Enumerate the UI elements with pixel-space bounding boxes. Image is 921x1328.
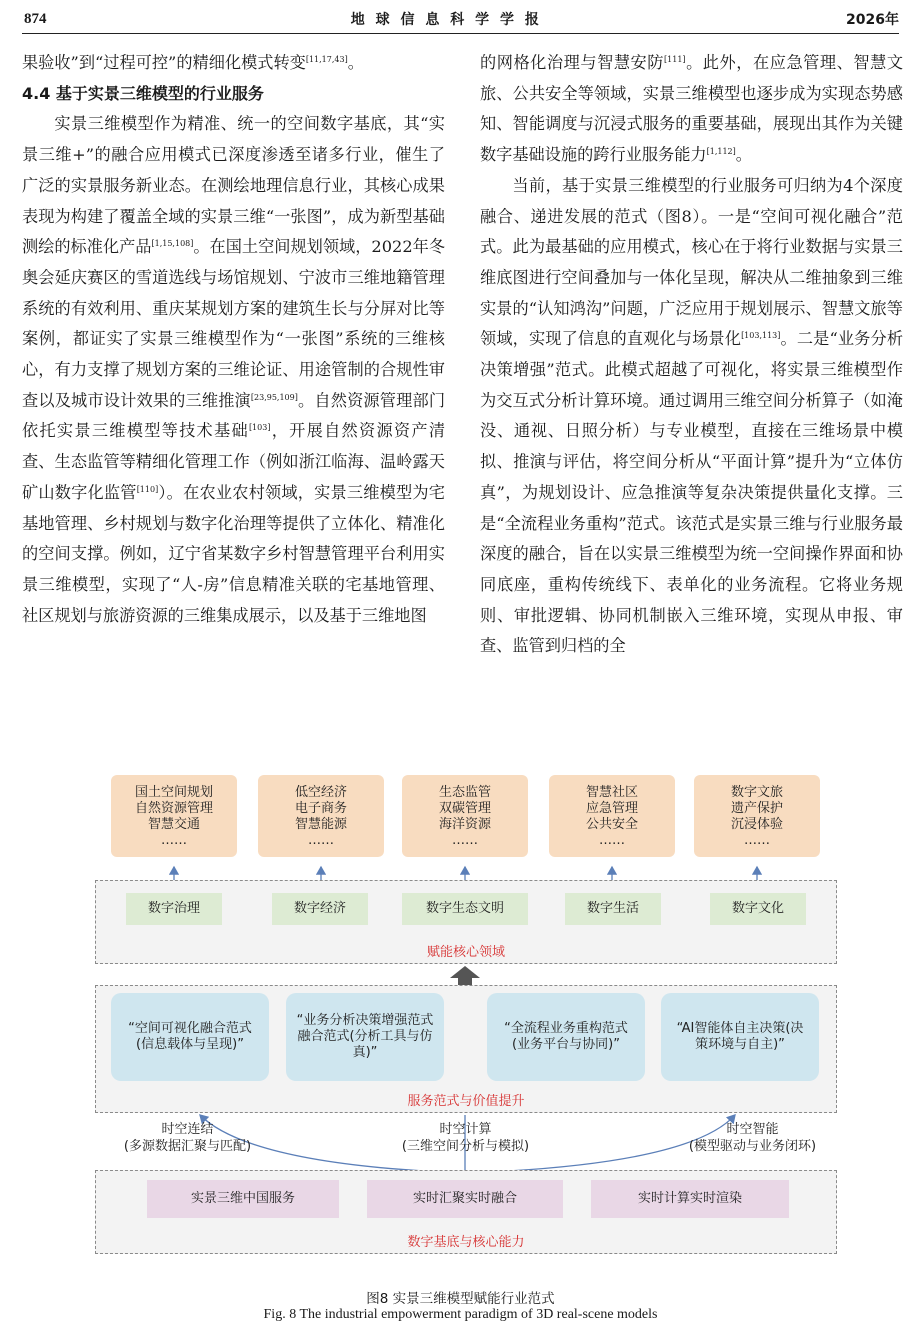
arc-label-right: 时空智能 (模型驱动与业务闭环) <box>688 1122 817 1154</box>
section-heading: 4.4 基于实景三维模型的行业服务 <box>22 83 264 103</box>
left-column <box>22 48 445 631</box>
citation: [11,17,43] <box>305 55 348 64</box>
domain-box: 数字文化 <box>710 893 806 925</box>
domain-box: 数字治理 <box>126 893 222 925</box>
journal-year: 2026年 <box>846 12 899 28</box>
citation: [103,113] <box>741 331 781 341</box>
citation: [1,15,108] <box>151 239 194 249</box>
industry-box: 智慧社区 应急管理 公共安全 …… <box>549 775 675 857</box>
industry-box: 国土空间规划 自然资源管理 智慧交通 …… <box>111 775 237 857</box>
citation: [103] <box>248 423 271 433</box>
band-label: 数字基底与核心能力 <box>407 1235 525 1250</box>
domain-box: 数字生态文明 <box>402 893 528 925</box>
right-column <box>480 48 903 662</box>
paragraph: 果验收”到“过程可控”的精细化模式转变[11,17,43]。 <box>22 53 364 72</box>
citation: [110] <box>136 484 159 494</box>
arc-label-left: 时空连结 (多源数据汇聚与匹配) <box>123 1122 252 1154</box>
figure-caption-en: Fig. 8 The industrial empowerment paradigm of 3D real-scene models <box>263 1307 658 1322</box>
industry-box: 低空经济 电子商务 智慧能源 …… <box>258 775 384 857</box>
paradigm-box: “全流程业务重构范式(业务平台与协同)” <box>487 993 645 1081</box>
page-number: 874 <box>24 10 47 27</box>
base-capability-box: 实时汇聚实时融合 <box>367 1180 563 1218</box>
paradigm-box: “空间可视化融合范式(信息载体与呈现)” <box>111 993 269 1081</box>
domain-box: 数字生活 <box>565 893 661 925</box>
paradigm-box: “业务分析决策增强范式融合范式(分析工具与仿真)” <box>286 993 444 1081</box>
paragraph: 实景三维模型作为精准、统一的空间数字基底，其“实景三维+”的融合应用模式已深度渗透至诸多行业，催生了广泛的实景服务新业态。在测绘地理信息行业，其核心成果表现为构建了覆盖全域的实景三维“一张图”，成为新型基础测绘的标准化产品[1,15,108]。在国土空间规划领域，2022年冬奥会延庆赛区的雪道选线与场馆规划、宁波市三维地籍管理系统的有效利用、重庆某规划方案的建筑生长与分屏对比等案例，都证实了实景三维模型作为“一张图”系统的三维核心，有力支撑了规划方案的三维论证、用途管制的合规性审查以及城市设计效果的三维推演[23,95,109]。自然资源管理部门依托实景三维模型等技术基础[103]，开展自然资源资产清查、生态监管等精细化管理工作（例如浙江临海、温岭露天矿山数字化监管[110]）。在农业农村领域，实景三维模型为宅基地管理、乡村规划与数字化治理等提供了立体化、精准化的空间支撑。例如，辽宁省某数字乡村智慧管理平台利用实景三维模型，实现了“人-房”信息精准关联的宅基地管理、社区规划与旅游资源的三维集成展示，以及基于三维地图 <box>22 114 446 625</box>
figure-8-diagram <box>0 770 921 1290</box>
industry-box: 数字文旅 遗产保护 沉浸体验 …… <box>694 775 820 857</box>
citation: [111] <box>664 55 686 64</box>
band-label: 赋能核心领域 <box>426 945 505 960</box>
paragraph: 的网格化治理与智慧安防[111]。此外，在应急管理、智慧文旅、公共安全等领域，实景三维模型也逐步成为实现态势感知、智能调度与沉浸式服务的重要基础，展现出其作为关键数字基础设施的跨行业服务能力[1,112]。 <box>480 53 904 165</box>
paradigm-box: “AI智能体自主决策(决策环境与自主)” <box>661 993 819 1081</box>
arc-label-mid: 时空计算 (三维空间分析与模拟) <box>401 1122 530 1154</box>
citation: [23,95,109] <box>250 392 298 402</box>
figure-caption-cn: 图8 实景三维模型赋能行业范式 <box>366 1291 555 1307</box>
band-label: 服务范式与价值提升 <box>407 1094 525 1109</box>
industry-box: 生态监管 双碳管理 海洋资源 …… <box>402 775 528 857</box>
citation: [1,112] <box>706 147 736 157</box>
base-capability-box: 实景三维中国服务 <box>147 1180 339 1218</box>
domain-box: 数字经济 <box>272 893 368 925</box>
header-rule <box>22 33 899 34</box>
base-capability-box: 实时计算实时渲染 <box>591 1180 789 1218</box>
running-header <box>24 6 899 32</box>
journal-title: 地 球 信 息 科 学 学 报 <box>350 12 542 28</box>
big-up-arrow <box>450 966 480 985</box>
paragraph: 当前，基于实景三维模型的行业服务可归纳为4个深度融合、递进发展的范式（图8）。一是“空间可视化融合”范式。此为最基础的应用模式，核心在于将行业数据与实景三维底图进行空间叠加与一体化呈现，解决从二维抽象到三维实景的“认知鸿沟”问题，广泛应用于规划展示、智慧文旅等领域，实现了信息的直观化与场景化[103,113]。二是“业务分析决策增强”范式。此模式超越了可视化，将实景三维模型作为交互式分析计算环境。通过调用三维空间分析算子（如淹没、通视、日照分析）与专业模型，直接在三维场景中模拟、推演与评估，将空间分析从“平面计算”提升为“立体仿真”，为规划设计、应急推演等复杂决策提供量化支撑。三是“全流程业务重构”范式。该范式是实景三维与行业服务最深度的融合，旨在以实景三维模型为统一空间操作界面和协同底座，重构传统线下、表单化的业务流程。它将业务规则、审批逻辑、协同机制嵌入三维环境，实现从申报、审查、监管到归档的全 <box>480 175 904 656</box>
